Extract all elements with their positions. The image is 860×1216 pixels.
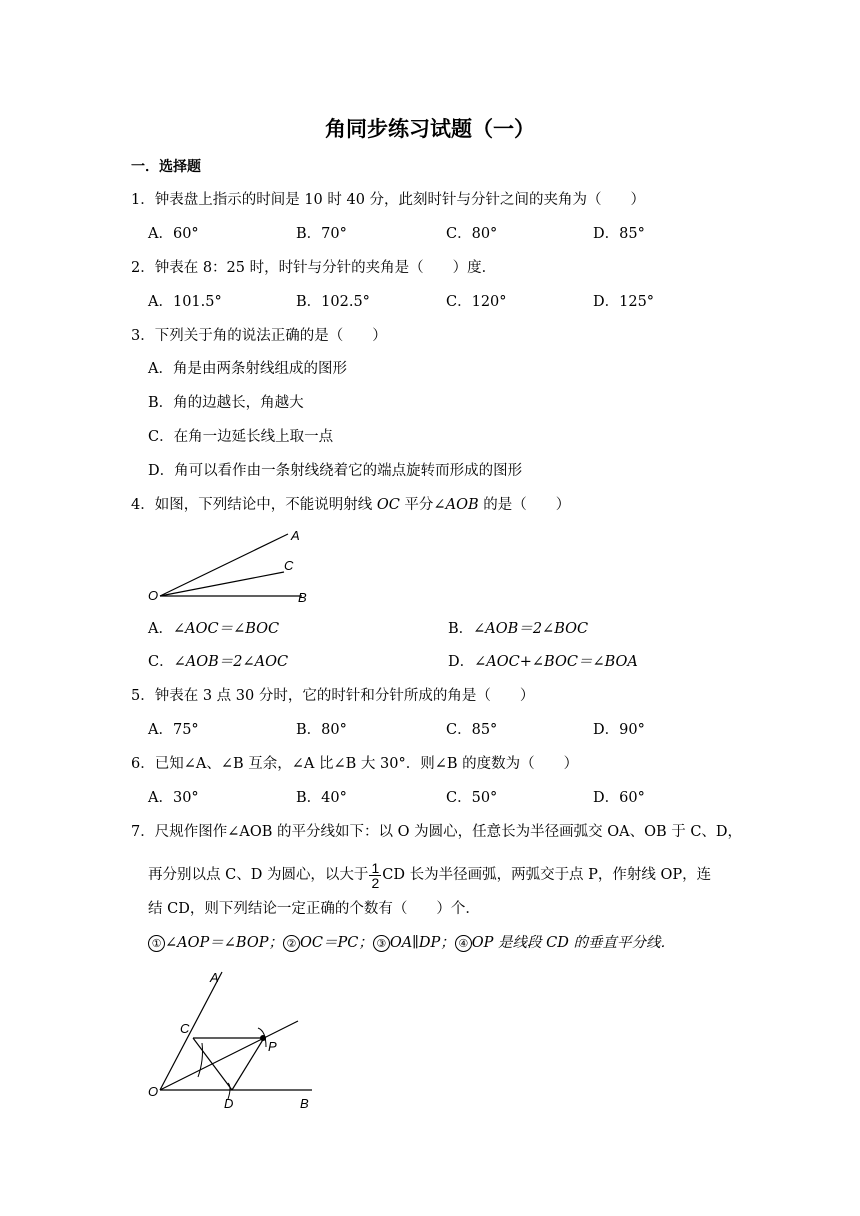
q4-option-a xyxy=(148,619,279,639)
q4-option-b xyxy=(448,619,588,639)
q7-statement-2: OC＝PC； xyxy=(299,935,373,951)
q3-option-a: A．角是由两条射线组成的图形 xyxy=(148,361,347,377)
question-7-line-2 xyxy=(148,858,711,892)
question-4-stem xyxy=(131,495,570,515)
q3-option-b: B．角的边越长，角越大 xyxy=(148,395,304,411)
circled-1: ① xyxy=(148,935,165,952)
angle-aob-figure xyxy=(140,525,320,610)
q4-stem-aob: AOB xyxy=(445,497,479,513)
q7-line2-post: CD 长为半径画弧，两弧交于点 P，作射线 OP，连 xyxy=(382,867,712,883)
q4-option-c xyxy=(148,652,288,672)
q4-stem-post: 的是（ ） xyxy=(478,497,571,513)
q4-option-b-text: ∠AOB＝2∠BOC xyxy=(473,621,589,637)
q2-option-d: D．125° xyxy=(593,294,655,310)
page-title: 角同步练习试题（一） xyxy=(325,117,535,141)
q6-option-d: D．60° xyxy=(593,790,645,806)
q4-option-d xyxy=(448,652,638,672)
ray-oa xyxy=(160,972,222,1090)
ray-oa xyxy=(160,534,288,596)
q1-option-a: A．60° xyxy=(148,226,199,242)
q5-option-d: D．90° xyxy=(593,722,645,738)
q3-option-d: D．角可以看作由一条射线绕着它的端点旋转而形成的图形 xyxy=(148,463,523,479)
q3-option-c: C．在角一边延长线上取一点 xyxy=(148,429,334,445)
fraction-denominator: 2 xyxy=(371,874,380,891)
circled-4: ④ xyxy=(455,935,472,952)
q6-option-b: B．40° xyxy=(296,790,347,806)
q2-option-c: C．120° xyxy=(446,294,507,310)
q1-option-c: C．80° xyxy=(446,226,498,242)
q2-option-a: A．101.5° xyxy=(148,294,222,310)
q5-option-b: B．80° xyxy=(296,722,347,738)
q4-stem-oc: OC xyxy=(376,497,400,513)
question-2-stem: 2．钟表在 8：25 时，时针与分针的夹角是（ ）度． xyxy=(131,260,497,276)
q4-option-c-text: ∠AOB＝2∠AOC xyxy=(173,654,289,670)
label-c: C xyxy=(180,1021,190,1036)
label-a: A xyxy=(210,970,219,985)
q7-statements xyxy=(148,933,675,953)
section-heading: 一．选择题 xyxy=(131,159,201,175)
q1-option-d: D．85° xyxy=(593,226,645,242)
label-a: A xyxy=(291,528,300,543)
q5-option-a: A．75° xyxy=(148,722,199,738)
ray-oc xyxy=(160,572,284,596)
question-7-line-1: 7．尺规作图作∠AOB 的平分线如下：以 O 为圆心，任意长为半径画弧交 OA、OB 于 C、D， xyxy=(131,824,743,840)
q4-option-a-text: ∠AOC＝∠BOC xyxy=(172,621,280,637)
question-6-stem: 6．已知∠A、∠B 互余，∠A 比∠B 大 30°．则∠B 的度数为（ ） xyxy=(131,756,579,772)
q7-statement-3: OA∥DP； xyxy=(389,935,455,951)
q4-option-b-label: B． xyxy=(448,621,474,637)
fraction-numerator: 1 xyxy=(371,859,380,876)
one-half-fraction xyxy=(369,861,381,890)
label-d: D xyxy=(224,1096,234,1111)
q7-statement-1: ∠AOP＝∠BOP； xyxy=(165,935,283,951)
q4-option-c-label: C． xyxy=(148,654,174,670)
circled-2: ② xyxy=(283,935,300,952)
q1-option-b: B．70° xyxy=(296,226,347,242)
point-p xyxy=(260,1035,266,1041)
label-b: B xyxy=(300,1096,309,1111)
q4-option-d-text: ∠AOC+∠BOC＝∠BOA xyxy=(474,654,638,670)
label-b: B xyxy=(298,590,307,605)
label-o: O xyxy=(148,1084,159,1099)
q5-option-c: C．85° xyxy=(446,722,498,738)
question-5-stem: 5．钟表在 3 点 30 分时，它的时针和分针所成的角是（ ） xyxy=(131,688,535,704)
q6-option-a: A．30° xyxy=(148,790,199,806)
q6-option-c: C．50° xyxy=(446,790,498,806)
question-7-line-3: 结 CD，则下列结论一定正确的个数有（ ）个． xyxy=(148,901,480,917)
label-o: O xyxy=(148,588,159,603)
q4-stem-mid: 平分∠ xyxy=(399,497,446,513)
angle-bisector-construction-figure xyxy=(140,965,330,1115)
label-c: C xyxy=(284,558,294,573)
q4-option-a-label: A． xyxy=(148,621,173,637)
q4-stem-pre: 4．如图，下列结论中，不能说明射线 xyxy=(131,497,377,513)
q7-line2-pre: 再分别以点 C、D 为圆心，以大于 xyxy=(148,867,369,883)
circled-3: ③ xyxy=(373,935,390,952)
q4-option-d-label: D． xyxy=(448,654,475,670)
q2-option-b: B．102.5° xyxy=(296,294,370,310)
question-1-stem: 1．钟表盘上指示的时间是 10 时 40 分，此刻时针与分针之间的夹角为（ ） xyxy=(131,192,646,208)
segment-cd xyxy=(193,1038,232,1090)
label-p: P xyxy=(268,1039,277,1054)
question-3-stem: 3．下列关于角的说法正确的是（ ） xyxy=(131,328,387,344)
q7-statement-4: OP 是线段 CD 的垂直平分线． xyxy=(471,935,675,951)
